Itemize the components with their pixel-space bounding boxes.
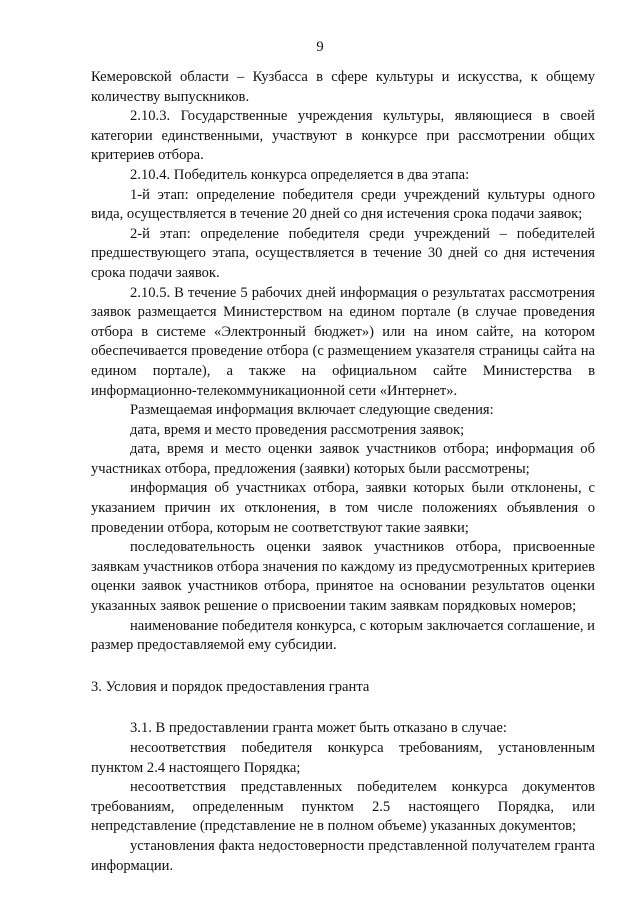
paragraph: установления факта недостоверности представленной получателем гранта информации. [91, 837, 595, 874]
paragraph: 2.10.4. Победитель конкурса определяется в два этапа: [130, 166, 470, 183]
paragraph: несоответствия победителя конкурса требованиям, установленным пунктом 2.4 настоящего Порядка; [91, 740, 595, 776]
paragraph: дата, время и место оценки заявок участников отбора; информация об участниках отбора, предложения (заявки) которых были рассмотрены; [91, 441, 595, 477]
paragraph: информация об участниках отбора, заявки которых были отклонены, с указанием причин их отклонения, в том числе положениях объявления о проведении отбора, которым не соответствуют такие заявки; [91, 480, 595, 536]
paragraph: 2.10.5. В течение 5 рабочих дней информация о результатах рассмотрения заявок размещается Министерством на едином портале (в случае проведения отбора в системе «Электронный бюджет») или на ином сайте, на котором обеспечивается проведение отбора (с размещением указателя страницы сайта на едином портале), а также на официальном сайте Министерства в информационно-телекоммуникационной сети «Интернет». [91, 284, 595, 399]
paragraph: несоответствия представленных победителем конкурса документов требованиям, определенным пунктом 2.5 настоящего Порядка, или непредставление (представление не в полном объеме) указанных документов; [91, 779, 595, 835]
paragraph: наименование победителя конкурса, с которым заключается соглашение, и размер предоставляемой ему субсидии. [91, 617, 595, 654]
paragraph: Размещаемая информация включает следующие сведения: [130, 402, 494, 419]
paragraph: дата, время и место проведения рассмотрения заявок; [130, 421, 465, 438]
paragraph: 2.10.3. Государственные учреждения культуры, являющиеся в своей категории единственными, участвуют в конкурсе при рассмотрении общих критериев отбора. [91, 108, 595, 164]
paragraph: 2-й этап: определение победителя среди учреждений – победителей предшествующего этапа, осуществляется в течение 30 дней со дня истечения срока подачи заявок. [91, 225, 595, 281]
page-number: 9 [316, 39, 324, 55]
document-body [91, 68, 595, 876]
paragraph: последовательность оценки заявок участников отбора, присвоенные заявкам участников отбора значения по каждому из предусмотренных критериев оценки заявок участников отбора, принятое на основании результатов оценки указанных заявок решение о присвоении таким заявкам порядковых номеров; [91, 539, 595, 615]
paragraph: 3.1. В предоставлении гранта может быть отказано в случае: [130, 720, 507, 737]
paragraph: Кемеровской области – Кузбасса в сфере культуры и искусства, к общему количеству выпускников. [91, 69, 595, 105]
section-heading: 3. Условия и порядок предоставления гранта [91, 678, 370, 695]
paragraph: 1-й этап: определение победителя среди учреждений культуры одного вида, осуществляется в течение 20 дней со дня истечения срока подачи заявок; [91, 186, 595, 223]
